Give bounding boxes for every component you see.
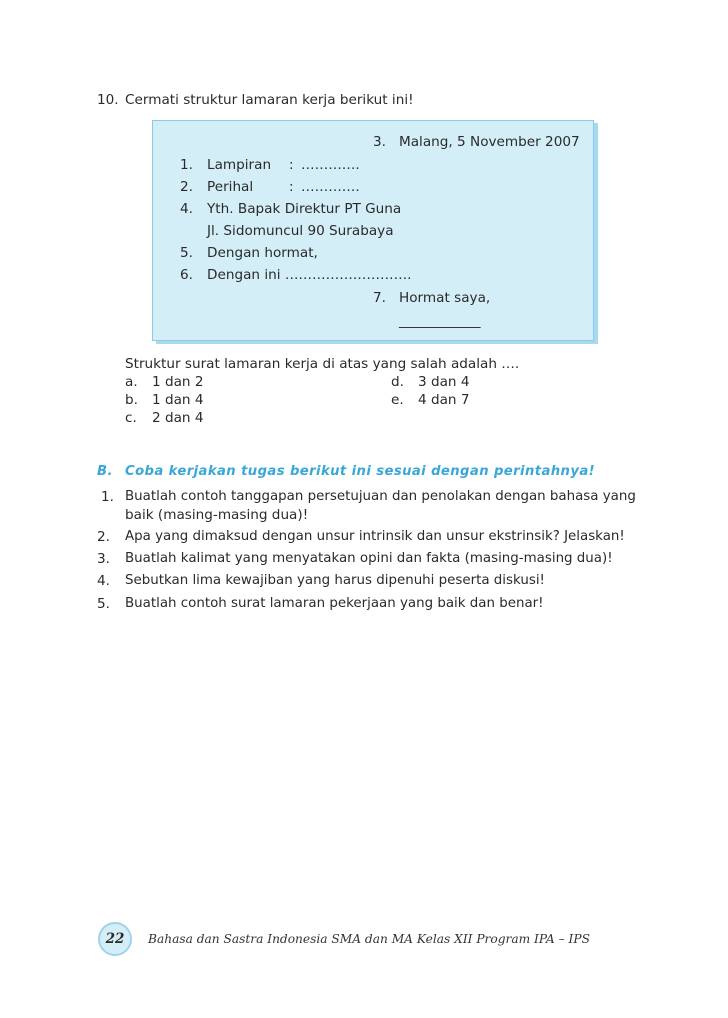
letter-item-number: 1. [180,157,193,173]
option-text: 3 dan 4 [418,374,470,390]
task-text: Buatlah contoh surat lamaran pekerjaan yang baik dan benar! [125,596,544,611]
letter-item-number: 2. [180,179,193,195]
option-letter: b. [125,392,138,408]
letter-greeting-number: 5. [180,245,193,261]
letter-item-value: …………. [301,179,360,195]
letter-greeting: Dengan hormat, [207,245,318,261]
letter-signature-line: ____________ [399,313,481,329]
section-b-letter: B. [97,464,113,479]
question-prompt: Cermati struktur lamaran kerja berikut ini! [125,92,414,108]
option-text: 2 dan 4 [152,410,204,426]
task-number: 2. [97,529,110,545]
task-number: 5. [97,596,110,612]
letter-address-line1: Yth. Bapak Direktur PT Guna [207,201,402,217]
task-text: Apa yang dimaksud dengan unsur intrinsik dan unsur ekstrinsik? Jelaskan! [125,529,625,544]
task-text-line1: Buatlah contoh tanggapan persetujuan dan penolakan dengan bahasa yang [125,489,636,504]
task-number: 3. [97,551,110,567]
option-text: 1 dan 4 [152,392,204,408]
letter-closing-number: 7. [373,290,386,306]
letter-date-number: 3. [373,134,386,150]
option-letter: e. [391,392,404,408]
option-letter: c. [125,410,137,426]
task-text: Sebutkan lima kewajiban yang harus dipenuhi peserta diskusi! [125,573,545,588]
option-letter: a. [125,374,138,390]
task-text-line2: baik (masing-masing dua)! [125,507,309,523]
letter-item-label: Lampiran [207,157,272,173]
letter-address-number: 4. [180,201,193,217]
letter-address-line2: Jl. Sidomuncul 90 Surabaya [207,223,394,239]
letter-item-value: …………. [301,157,360,173]
letter-date: Malang, 5 November 2007 [399,134,580,150]
footer-book-title: Bahasa dan Sastra Indonesia SMA dan MA Kelas XII Program IPA – IPS [148,932,590,946]
question-number: 10. [97,92,119,108]
task-text: Buatlah kalimat yang menyatakan opini dan fakta (masing-masing dua)! [125,551,613,566]
question-text: Struktur surat lamaran kerja di atas yang salah adalah …. [125,356,520,372]
task-number: 4. [97,573,110,589]
task-number: 1. [101,489,114,505]
option-text: 1 dan 2 [152,374,204,390]
section-b-heading: Coba kerjakan tugas berikut ini sesuai dengan perintahnya! [125,464,596,479]
letter-closing: Hormat saya, [399,290,491,306]
letter-item-separator: : [289,179,294,195]
letter-body-number: 6. [180,267,193,283]
letter-item-separator: : [289,157,294,173]
option-letter: d. [391,374,404,390]
letter-body: Dengan ini ………………………. [207,267,412,283]
page-number: 22 [98,922,132,956]
option-text: 4 dan 7 [418,392,470,408]
letter-item-label: Perihal [207,179,254,195]
